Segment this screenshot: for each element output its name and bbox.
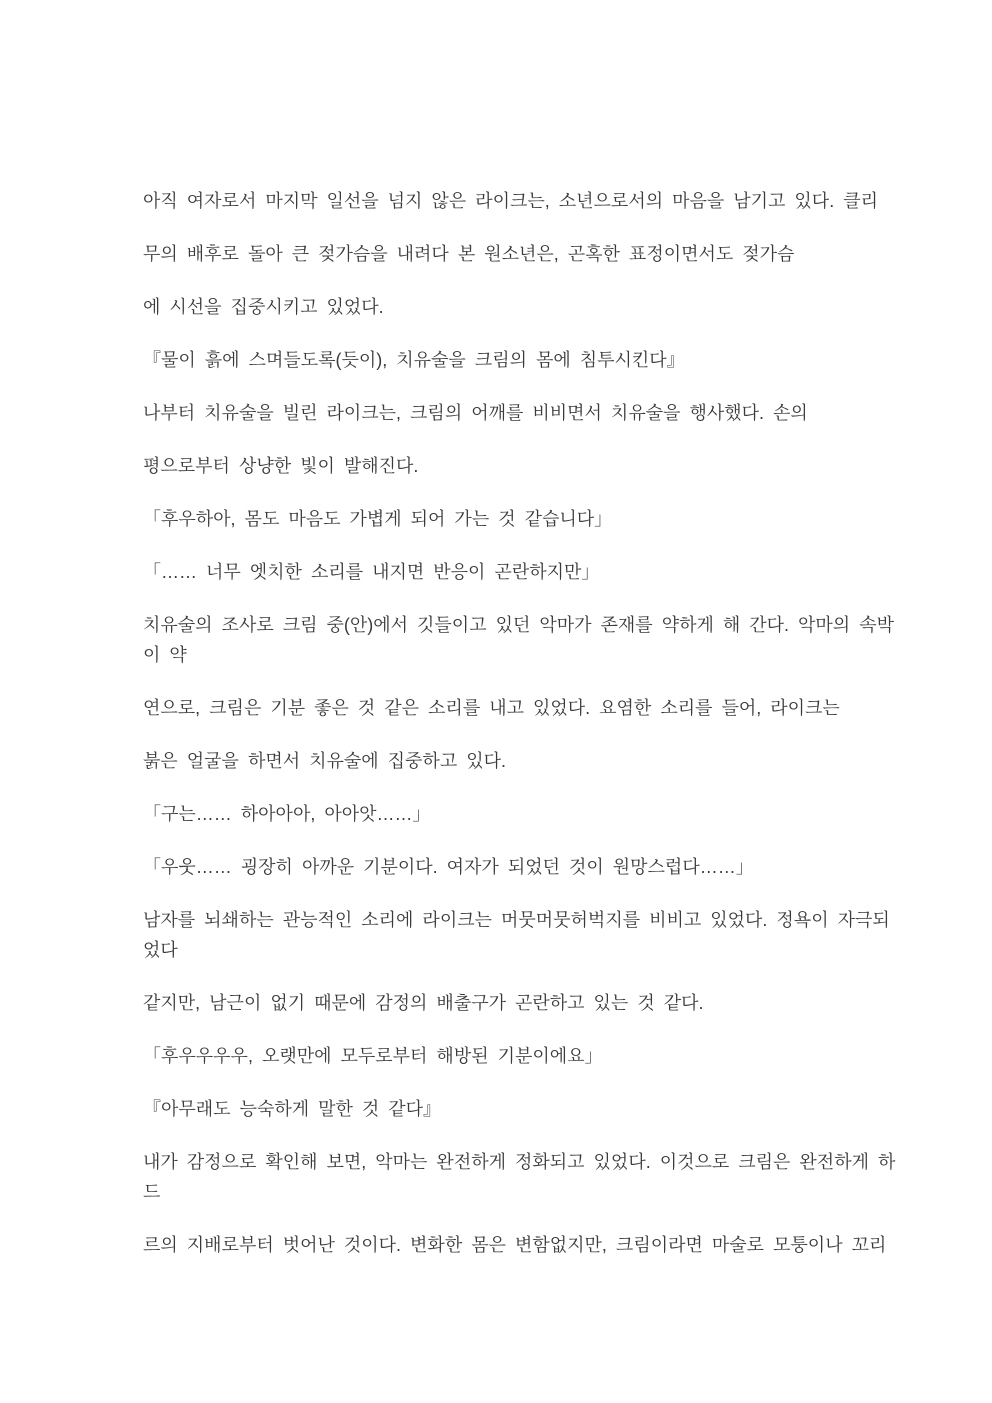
dialogue-paragraph (143, 504, 932, 534)
dialogue-paragraph (143, 852, 932, 882)
text-line: 아직 여자로서 마지막 일선을 넘지 않은 라이크는, 소년으로서의 마음을 남기고 있다. 클리 (143, 191, 878, 211)
text-line: 평으로부터 상냥한 빛이 발해진다. (143, 456, 419, 476)
text-line: 「우웃…… 굉장히 아까운 기분이다. 여자가 되었던 것이 원망스럽다……」 (143, 857, 754, 877)
text-line: 무의 배후로 돌아 큰 젖가슴을 내려다 본 원소년은, 곤혹한 표정이면서도 젖가슴 (143, 244, 795, 264)
text-line: 「구는…… 하아아아, 아아앗……」 (143, 804, 431, 824)
text-line: 내가 감정으로 확인해 보면, 악마는 완전하게 정화되고 있었다. 이것으로 크림은 완전하게 하 (143, 1152, 896, 1172)
text-line: 드 (143, 1182, 161, 1202)
text-line: 「…… 너무 엣치한 소리를 내지면 반응이 곤란하지만」 (143, 562, 600, 582)
text-line: 에 시선을 집중시키고 있었다. (143, 297, 384, 317)
narration-paragraph (143, 292, 932, 322)
narration-paragraph (143, 239, 932, 269)
narration-paragraph (143, 398, 932, 428)
dialogue-paragraph (143, 799, 932, 829)
narration-paragraph (143, 905, 932, 965)
narration-paragraph (143, 610, 932, 670)
dialogue-paragraph (143, 1041, 932, 1071)
text-line: 붉은 얼굴을 하면서 치유술에 집중하고 있다. (143, 751, 506, 771)
narration-paragraph (143, 1230, 932, 1260)
text-line: 남자를 뇌쇄하는 관능적인 소리에 라이크는 머뭇머뭇허벅지를 비비고 있었다. 정욕이 자극되 (143, 910, 890, 930)
narration-paragraph (143, 1147, 932, 1207)
text-line: 이 약 (143, 645, 187, 665)
narration-paragraph (143, 988, 932, 1018)
narration-paragraph (143, 693, 932, 723)
narration-paragraph (143, 186, 932, 216)
text-line: 연으로, 크림은 기분 좋은 것 같은 소리를 내고 있었다. 요염한 소리를 들어, 라이크는 (143, 698, 840, 718)
text-line: 『물이 흙에 스며들도록(듯이), 치유술을 크림의 몸에 침투시킨다』 (143, 350, 685, 370)
text-line: 었다 (143, 940, 178, 960)
text-line: 나부터 치유술을 빌린 라이크는, 크림의 어깨를 비비면서 치유술을 행사했다. 손의 (143, 403, 808, 423)
narration-paragraph (143, 746, 932, 776)
narration-paragraph (143, 451, 932, 481)
text-line: 「후우우우우, 오랫만에 모두로부터 해방된 기분이에요」 (143, 1046, 603, 1066)
text-line: 『아무래도 능숙하게 말한 것 같다』 (143, 1099, 442, 1119)
novel-text-body (143, 186, 932, 1260)
telepathy-paragraph (143, 345, 932, 375)
text-line: 르의 지배로부터 벗어난 것이다. 변화한 몸은 변함없지만, 크림이라면 마술로 모퉁이나 꼬리 (143, 1235, 887, 1255)
dialogue-paragraph (143, 557, 932, 587)
text-line: 「후우하아, 몸도 마음도 가볍게 되어 가는 것 같습니다」 (143, 509, 613, 529)
telepathy-paragraph (143, 1094, 932, 1124)
text-line: 치유술의 조사로 크림 중(안)에서 깃들이고 있던 악마가 존재를 약하게 해 간다. 악마의 속박 (143, 615, 894, 635)
text-line: 같지만, 남근이 없기 때문에 감정의 배출구가 곤란하고 있는 것 같다. (143, 993, 704, 1013)
